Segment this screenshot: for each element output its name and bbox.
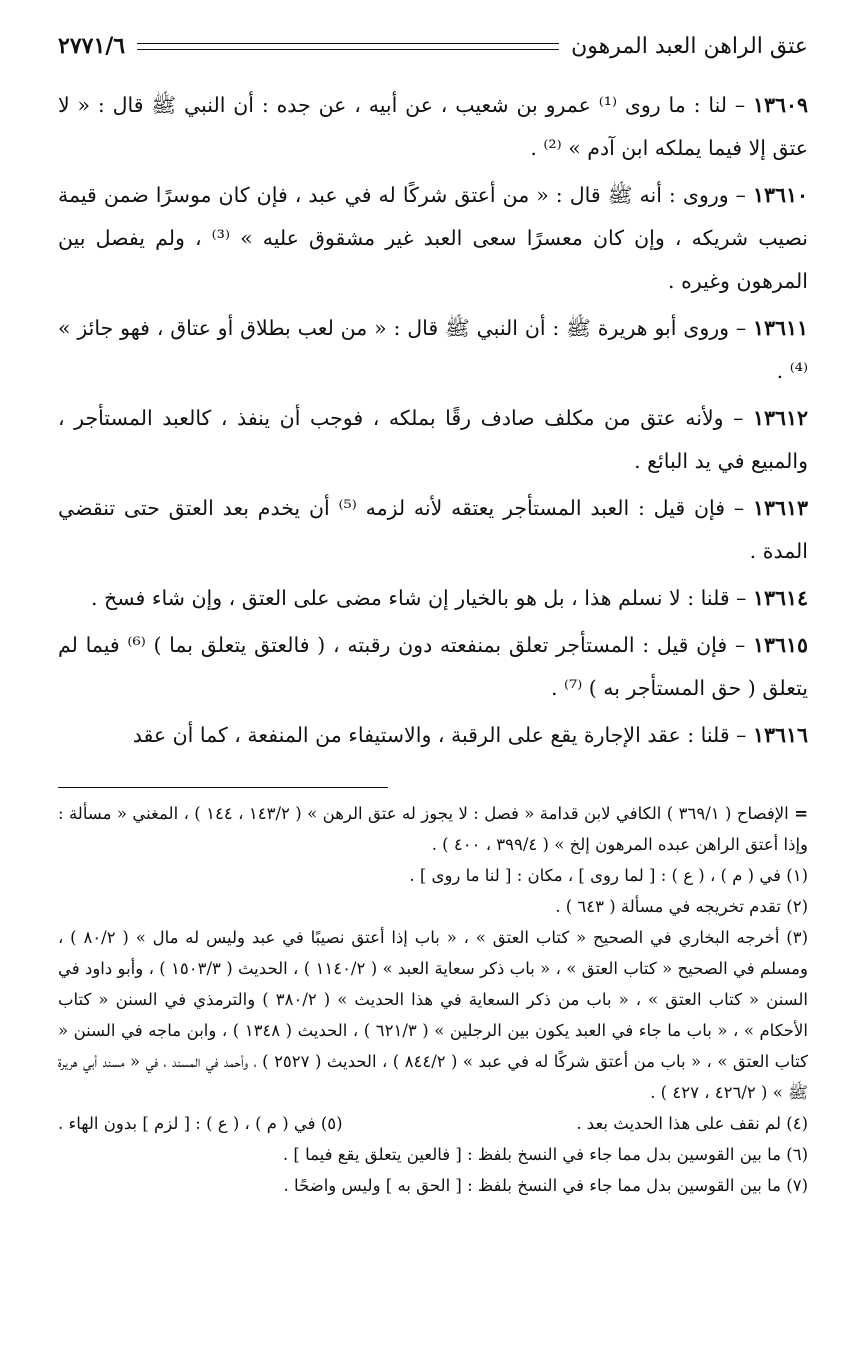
paragraph-13616 bbox=[58, 714, 808, 757]
footnote-7: (٧) ما بين القوسين بدل مما جاء في النسخ بلفظ : [ الحق به ] وليس واضحًا . bbox=[283, 1176, 808, 1195]
running-header bbox=[58, 28, 808, 64]
paragraph-13614 bbox=[58, 577, 808, 620]
paragraph-number: ١٣٦٠٩ bbox=[752, 93, 808, 117]
paragraph-text: – وروى أبو هريرة ﷺ : أن النبي ﷺ قال : « من لعب بطلاق أو عتاق ، فهو جائز » ⁽⁴⁾ . bbox=[58, 316, 808, 383]
footnote-4: (٤) لم نقف على هذا الحديث بعد . bbox=[576, 1114, 808, 1133]
paragraph-text: – قلنا : عقد الإجارة يقع على الرقبة ، والاستيفاء من المنفعة ، كما أن عقد bbox=[132, 723, 753, 747]
paragraph-text: – فإن قيل : العبد المستأجر يعتقه لأنه لزمه ⁽⁵⁾ أن يخدم بعد العتق حتى تنقضي المدة . bbox=[58, 496, 808, 563]
paragraph-13615 bbox=[58, 624, 808, 710]
paragraph-13609 bbox=[58, 84, 808, 170]
footnote-1: (١) في ( م ) ، ( ع ) : [ لما روى ] ، مكان : [ لنا ما روى ] . bbox=[409, 866, 808, 885]
footnote-text: الإفصاح ( ٣٦٩/١ ) الكافي لابن قدامة « فصل : لا يجوز له عتق الرهن » ( ١٤٣/٢ ، ١٤٤ ) ، المغني « مسألة : وإذا أعتق الراهن عبده المرهون إلخ » ( ٣٩٩/٤ ، ٤٠٠ ) . bbox=[58, 804, 808, 854]
paragraph-13610 bbox=[58, 174, 808, 303]
footnote-continuation bbox=[58, 798, 808, 860]
footnote-3: (٣) أخرجه البخاري في الصحيح « كتاب العتق » ، « باب إذا أعتق نصيبًا في عبد وليس له مال » ( ٨٠/٢ ) ، ومسلم في الصحيح « كتاب العتق » ، « باب ذكر سعاية العبد » ( ١١٤٠/٢ ) ، الحديث ( ١٥٠٣/٣ ) ، وأبو داود في السنن « كتاب العتق » ، « باب من ذكر السعاية في هذا الحديث » ( ٣٨٠/٢ ) والترمذي في السنن « كتاب الأحكام » ، « باب ما جاء في العبد يكون بين الرجلين » ( ٦٢١/٣ ) ، الحديث ( ١٣٤٨ ) ، وابن ماجه في السنن « كتاب العتق » ، « باب من أعتق شركًا له في عبد » ( ٨٤٤/٢ ) ، الحديث ( ٢٥٢٧ ) ، وأحمد في المسند ، في « مسند أبي هريرة ﷺ » ( ٤٢٦/٢ ، ٤٢٧ ) . bbox=[58, 928, 809, 1102]
footnotes-4-5 bbox=[58, 1108, 808, 1139]
footnote-2: (٢) تقدم تخريجه في مسألة ( ٦٤٣ ) . bbox=[555, 897, 808, 916]
header-rule bbox=[137, 43, 559, 50]
paragraph-text: – قلنا : لا نسلم هذا ، بل هو بالخيار إن شاء مضى على العتق ، وإن شاء فسخ . bbox=[91, 586, 753, 610]
main-text bbox=[58, 84, 808, 757]
header-title: عتق الراهن العبد المرهون bbox=[571, 33, 808, 59]
paragraph-number: ١٣٦١٦ bbox=[752, 723, 808, 747]
paragraph-number: ١٣٦١١ bbox=[752, 316, 808, 340]
paragraph-number: ١٣٦١٣ bbox=[752, 496, 808, 520]
paragraph-text: – فإن قيل : المستأجر تعلق بمنفعته دون رقبته ، ( فالعتق يتعلق بما ) ⁽⁶⁾ فيما لم يتعلق ( حق المستأجر به ) ⁽⁷⁾ . bbox=[58, 633, 808, 700]
paragraph-13613 bbox=[58, 487, 808, 573]
paragraph-13612 bbox=[58, 397, 808, 483]
footnote-6: (٦) ما بين القوسين بدل مما جاء في النسخ بلفظ : [ فالعين يتعلق يقع فيما ] . bbox=[282, 1145, 808, 1164]
continuation-mark: = bbox=[794, 804, 809, 823]
paragraph-13611 bbox=[58, 307, 808, 393]
paragraph-number: ١٣٦١٥ bbox=[752, 633, 808, 657]
page-number: ٢٧٧١/٦ bbox=[58, 33, 126, 59]
footnotes bbox=[58, 798, 808, 1201]
paragraph-text: – ولأنه عتق من مكلف صادف رقًا بملكه ، فوجب أن ينفذ ، كالعبد المستأجر ، والمبيع في يد البائع . bbox=[58, 406, 808, 473]
paragraph-number: ١٣٦١٠ bbox=[752, 183, 808, 207]
footnote-5: (٥) في ( م ) ، ( ع ) : [ لزم ] بدون الهاء . bbox=[58, 1114, 343, 1133]
footnote-separator bbox=[58, 787, 388, 788]
paragraph-number: ١٣٦١٤ bbox=[752, 586, 808, 610]
paragraph-text: – لنا : ما روى ⁽¹⁾ عمرو بن شعيب ، عن أبيه ، عن جده : أن النبي ﷺ قال : « لا عتق إلا فيما يملكه ابن آدم » ⁽²⁾ . bbox=[58, 93, 808, 160]
paragraph-number: ١٣٦١٢ bbox=[752, 406, 808, 430]
paragraph-text: – وروى : أنه ﷺ قال : « من أعتق شركًا له في عبد ، فإن كان موسرًا ضمن قيمة نصيب شريكه ، وإن كان معسرًا سعى العبد غير مشقوق عليه » ⁽³⁾ ، ولم يفصل بين المرهون وغيره . bbox=[58, 183, 808, 293]
